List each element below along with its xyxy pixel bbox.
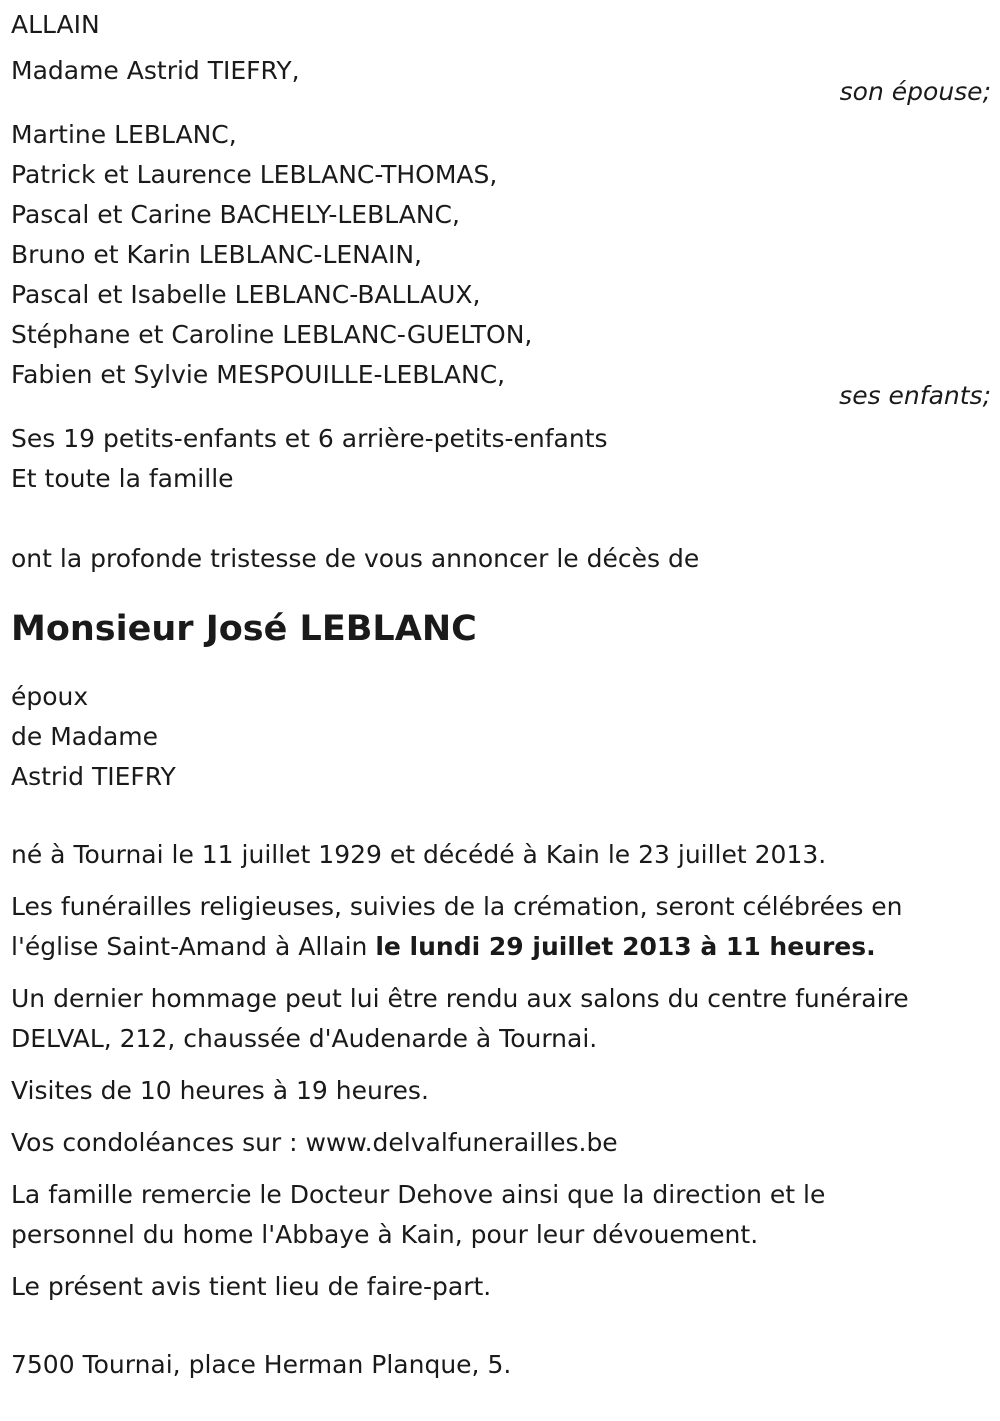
deceased-name: Monsieur José LEBLANC bbox=[11, 609, 477, 649]
birth-death-text: né à Tournai le 11 juillet 1929 et décédé à Kain le 23 juillet 2013. bbox=[11, 840, 827, 869]
relation-line: de Madame bbox=[11, 722, 159, 751]
children-block bbox=[11, 115, 990, 413]
homage-line-2: DELVAL, 212, chaussée d'Audenarde à Tournai. bbox=[11, 1024, 598, 1053]
homage-text bbox=[11, 979, 990, 1059]
thanks-line-1: La famille remercie le Docteur Dehove ainsi que la direction et le bbox=[11, 1180, 826, 1209]
thanks-line-2: personnel du home l'Abbaye à Kain, pour leur dévouement. bbox=[11, 1220, 759, 1249]
place-header: ALLAIN bbox=[11, 10, 100, 39]
spouse-block bbox=[11, 51, 990, 109]
funeral-line-1: Les funérailles religieuses, suivies de la crémation, seront célébrées en bbox=[11, 892, 903, 921]
funeral-location: l'église Saint-Amand à Allain bbox=[11, 932, 376, 961]
address-text: 7500 Tournai, place Herman Planque, 5. bbox=[11, 1350, 512, 1379]
funeral-date: le lundi 29 juillet 2013 à 11 heures. bbox=[375, 932, 876, 961]
relation-line: époux bbox=[11, 682, 89, 711]
children-role: ses enfants; bbox=[839, 381, 991, 410]
relation-block bbox=[11, 677, 990, 797]
child-name: Stéphane et Caroline LEBLANC-GUELTON, bbox=[11, 320, 533, 349]
spouse-role: son épouse; bbox=[839, 77, 991, 106]
child-name: Pascal et Isabelle LEBLANC-BALLAUX, bbox=[11, 280, 481, 309]
visits-text: Visites de 10 heures à 19 heures. bbox=[11, 1076, 429, 1105]
child-name: Martine LEBLANC, bbox=[11, 120, 237, 149]
funeral-line-2 bbox=[11, 927, 990, 967]
notice-text: Le présent avis tient lieu de faire-part. bbox=[11, 1272, 492, 1301]
child-name: Fabien et Sylvie MESPOUILLE-LEBLANC, bbox=[11, 360, 506, 389]
child-name: Bruno et Karin LEBLANC-LENAIN, bbox=[11, 240, 422, 269]
condolences-text: Vos condoléances sur : www.delvalfunerailles.be bbox=[11, 1128, 618, 1157]
grandchildren-line: Ses 19 petits-enfants et 6 arrière-petits-enfants bbox=[11, 424, 608, 453]
child-name: Patrick et Laurence LEBLANC-THOMAS, bbox=[11, 160, 498, 189]
spouse-name: Madame Astrid TIEFRY, bbox=[11, 56, 300, 85]
child-name: Pascal et Carine BACHELY-LEBLANC, bbox=[11, 200, 460, 229]
relation-line: Astrid TIEFRY bbox=[11, 762, 176, 791]
thanks-text bbox=[11, 1175, 990, 1255]
homage-line-1: Un dernier hommage peut lui être rendu aux salons du centre funéraire bbox=[11, 984, 909, 1013]
funeral-text bbox=[11, 887, 990, 967]
family-line: Et toute la famille bbox=[11, 464, 234, 493]
family-block bbox=[11, 419, 990, 499]
announcement-text: ont la profonde tristesse de vous annoncer le décès de bbox=[11, 544, 700, 573]
